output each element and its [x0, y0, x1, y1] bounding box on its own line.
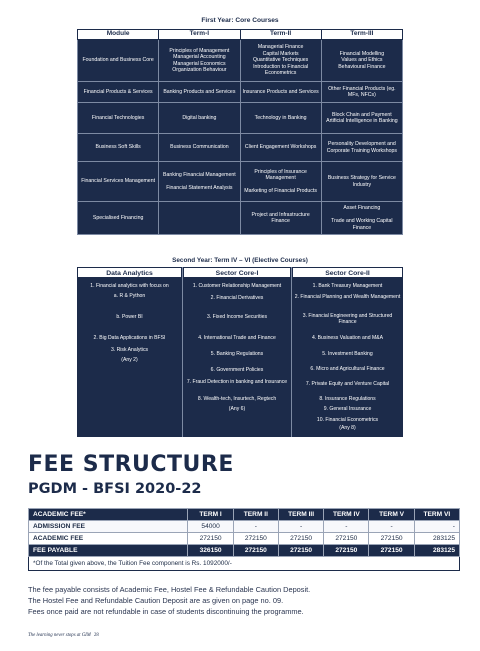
fee-paragraph: The fee payable consists of Academic Fee, Hostel Fee & Refundable Caution Deposit.	[28, 585, 311, 594]
core-course-cell: Banking Products and Services	[159, 82, 240, 103]
sector-core-1-header: Sector Core-I	[183, 267, 291, 278]
core-courses-table	[77, 29, 403, 235]
fee-header-term-6: TERM VI	[414, 509, 459, 521]
core-row	[78, 162, 403, 202]
page-footer	[28, 633, 99, 638]
fee-header-term-4: TERM IV	[324, 509, 369, 521]
sector-core-1-item: 6. Government Policies	[210, 367, 264, 373]
core-row	[78, 40, 403, 82]
core-module-cell: Foundation and Business Core	[78, 40, 159, 82]
elective-courses-caption: Second Year: Term IV – VI (Elective Courses)	[172, 257, 308, 264]
fee-cell: -	[324, 521, 369, 533]
data-analytics-item: 1. Financial analytics with focus on	[90, 283, 169, 289]
fee-cell: 272150	[324, 545, 369, 557]
sector-core-2-item: 4. Business Valuation and M&A	[312, 335, 383, 341]
sector-core-2-item: 5. Investment Banking	[322, 351, 373, 357]
data-analytics-item: a. R & Python	[113, 293, 146, 299]
fee-row-academic	[29, 533, 460, 545]
core-course-cell: Personality Development and Corporate Training Workshops	[321, 134, 402, 162]
core-courses-caption: First Year: Core Courses	[201, 17, 279, 24]
fee-row-admission	[29, 521, 460, 533]
fee-cell: -	[233, 521, 278, 533]
fee-cell: 283125	[414, 533, 459, 545]
fee-note-row	[29, 557, 460, 571]
core-row	[78, 202, 403, 235]
core-course-cell: Business Communication	[159, 134, 240, 162]
footer-tagline: The learning never stops at GIM	[28, 633, 91, 638]
sector-core-1-item: 2. Financial Derivatives	[210, 295, 264, 301]
fee-row-label: ACADEMIC FEE	[29, 533, 188, 545]
core-header-module: Module	[78, 30, 159, 40]
fee-header-row	[29, 509, 460, 521]
sector-core-2-item: 1. Bank Treasury Management	[312, 283, 383, 289]
sector-core-1-item: 8. Wealth-tech, Insurtech, Regtech	[197, 396, 277, 402]
fee-structure-title: FEE STRUCTURE	[28, 452, 234, 477]
fee-cell: 272150	[369, 545, 414, 557]
fee-cell: 272150	[233, 533, 278, 545]
sector-core-2-item: 9. General Insurance	[323, 406, 372, 412]
sector-core-1-column	[183, 267, 292, 437]
fee-cell: 326150	[188, 545, 233, 557]
core-course-cell: Financial Modelling Values and Ethics Behavioural Finance	[321, 40, 402, 82]
core-course-cell: Client Engagement Workshops	[240, 134, 321, 162]
sector-core-2-item: 3. Financial Engineering and Structured Finance	[302, 313, 393, 326]
core-header-term-3: Term-III	[321, 30, 402, 40]
core-course-cell: Technology in Banking	[240, 103, 321, 134]
fee-cell: 272150	[188, 533, 233, 545]
data-analytics-column	[77, 267, 183, 437]
fee-cell: 283125	[414, 545, 459, 557]
data-analytics-item: 3. Risk Analytics	[110, 347, 149, 353]
core-course-cell	[159, 202, 240, 235]
fee-row-payable	[29, 545, 460, 557]
fee-row-label: ADMISSION FEE	[29, 521, 188, 533]
core-header-row	[78, 30, 403, 40]
fee-header-term-1: TERM I	[188, 509, 233, 521]
fee-row-label: FEE PAYABLE	[29, 545, 188, 557]
data-analytics-item: b. Power BI	[116, 314, 143, 320]
sector-core-2-header: Sector Core-II	[292, 267, 403, 278]
core-course-cell: Insurance Products and Services	[240, 82, 321, 103]
elective-courses-panel	[77, 267, 403, 437]
sector-core-1-item: 5. Banking Regulations	[210, 351, 264, 357]
fee-cell: -	[278, 521, 323, 533]
sector-core-2-item: (Any 8)	[339, 425, 356, 431]
data-analytics-item: 2. Big Data Applications in BFSI	[93, 335, 166, 341]
core-course-cell: Asset Financing Trade and Working Capital Finance	[321, 202, 402, 235]
core-course-cell: Project and Infrastructure Finance	[240, 202, 321, 235]
core-course-cell: Digital banking	[159, 103, 240, 134]
fee-header-term-3: TERM III	[278, 509, 323, 521]
core-module-cell: Specialised Financing	[78, 202, 159, 235]
fee-cell: 272150	[233, 545, 278, 557]
sector-core-1-item: 1. Customer Relationship Management	[192, 283, 282, 289]
fee-cell: -	[369, 521, 414, 533]
core-header-term-1: Term-I	[159, 30, 240, 40]
sector-core-1-item: 3. Fixed Income Securities	[206, 314, 268, 320]
sector-core-2-item: 10. Financial Econometrics	[316, 417, 379, 423]
core-course-cell: Block Chain and Payment Artificial Intelligence in Banking	[321, 103, 402, 134]
core-course-cell: Managerial Finance Capital Markets Quantitative Techniques Introduction to Financial Econometrics	[240, 40, 321, 82]
core-row	[78, 103, 403, 134]
fee-cell: -	[414, 521, 459, 533]
sector-core-2-item: 2. Financial Planning and Wealth Management	[294, 294, 401, 300]
core-course-cell: Other Financial Products (eg. MFs, NFCs)	[321, 82, 402, 103]
fee-header-term-2: TERM II	[233, 509, 278, 521]
tuition-fee-note: *Of the Total given above, the Tuition Fee component is Rs. 1092000/-	[29, 557, 460, 571]
fee-header-term-5: TERM V	[369, 509, 414, 521]
fee-header-academic-fee: ACADEMIC FEE*	[29, 509, 188, 521]
fee-cell: 272150	[369, 533, 414, 545]
core-module-cell: Financial Services Management	[78, 162, 159, 202]
core-course-cell: Principles of Management Managerial Accounting Managerial Economics Organization Behaviour	[159, 40, 240, 82]
fee-cell: 272150	[278, 533, 323, 545]
core-module-cell: Business Soft Skills	[78, 134, 159, 162]
sector-core-1-item: (Any 6)	[228, 406, 246, 412]
fee-paragraph: Fees once paid are not refundable in case of students discontinuing the programme.	[28, 607, 304, 616]
sector-core-1-item: 7. Fraud Detection in banking and Insurance	[186, 379, 288, 385]
data-analytics-item: (Any 2)	[121, 357, 138, 363]
sector-core-2-item: 7. Private Equity and Venture Capital	[305, 381, 390, 387]
fee-cell: 272150	[278, 545, 323, 557]
fee-structure-subtitle: PGDM - BFSI 2020-22	[28, 481, 202, 497]
core-row	[78, 82, 403, 103]
fee-cell: 54000	[188, 521, 233, 533]
fee-cell: 272150	[324, 533, 369, 545]
sector-core-2-item: 8. Insurance Regulations	[319, 396, 376, 402]
core-module-cell: Financial Technologies	[78, 103, 159, 134]
core-course-cell: Banking Financial Management Financial Statement Analysis	[159, 162, 240, 202]
sector-core-2-column	[292, 267, 403, 437]
core-header-term-2: Term-II	[240, 30, 321, 40]
core-row	[78, 134, 403, 162]
fee-table	[28, 508, 460, 571]
core-course-cell: Principles of Insurance Management Marketing of Financial Products	[240, 162, 321, 202]
page-number: 28	[93, 633, 99, 638]
fee-paragraph: The Hostel Fee and Refundable Caution Deposit are as given on page no. 09.	[28, 596, 284, 605]
core-module-cell: Financial Products & Services	[78, 82, 159, 103]
core-course-cell: Business Strategy for Service Industry	[321, 162, 402, 202]
sector-core-1-item: 4. International Trade and Finance	[198, 335, 276, 341]
sector-core-2-item: 6. Micro and Agricultural Finance	[310, 366, 385, 372]
data-analytics-header: Data Analytics	[77, 267, 182, 278]
